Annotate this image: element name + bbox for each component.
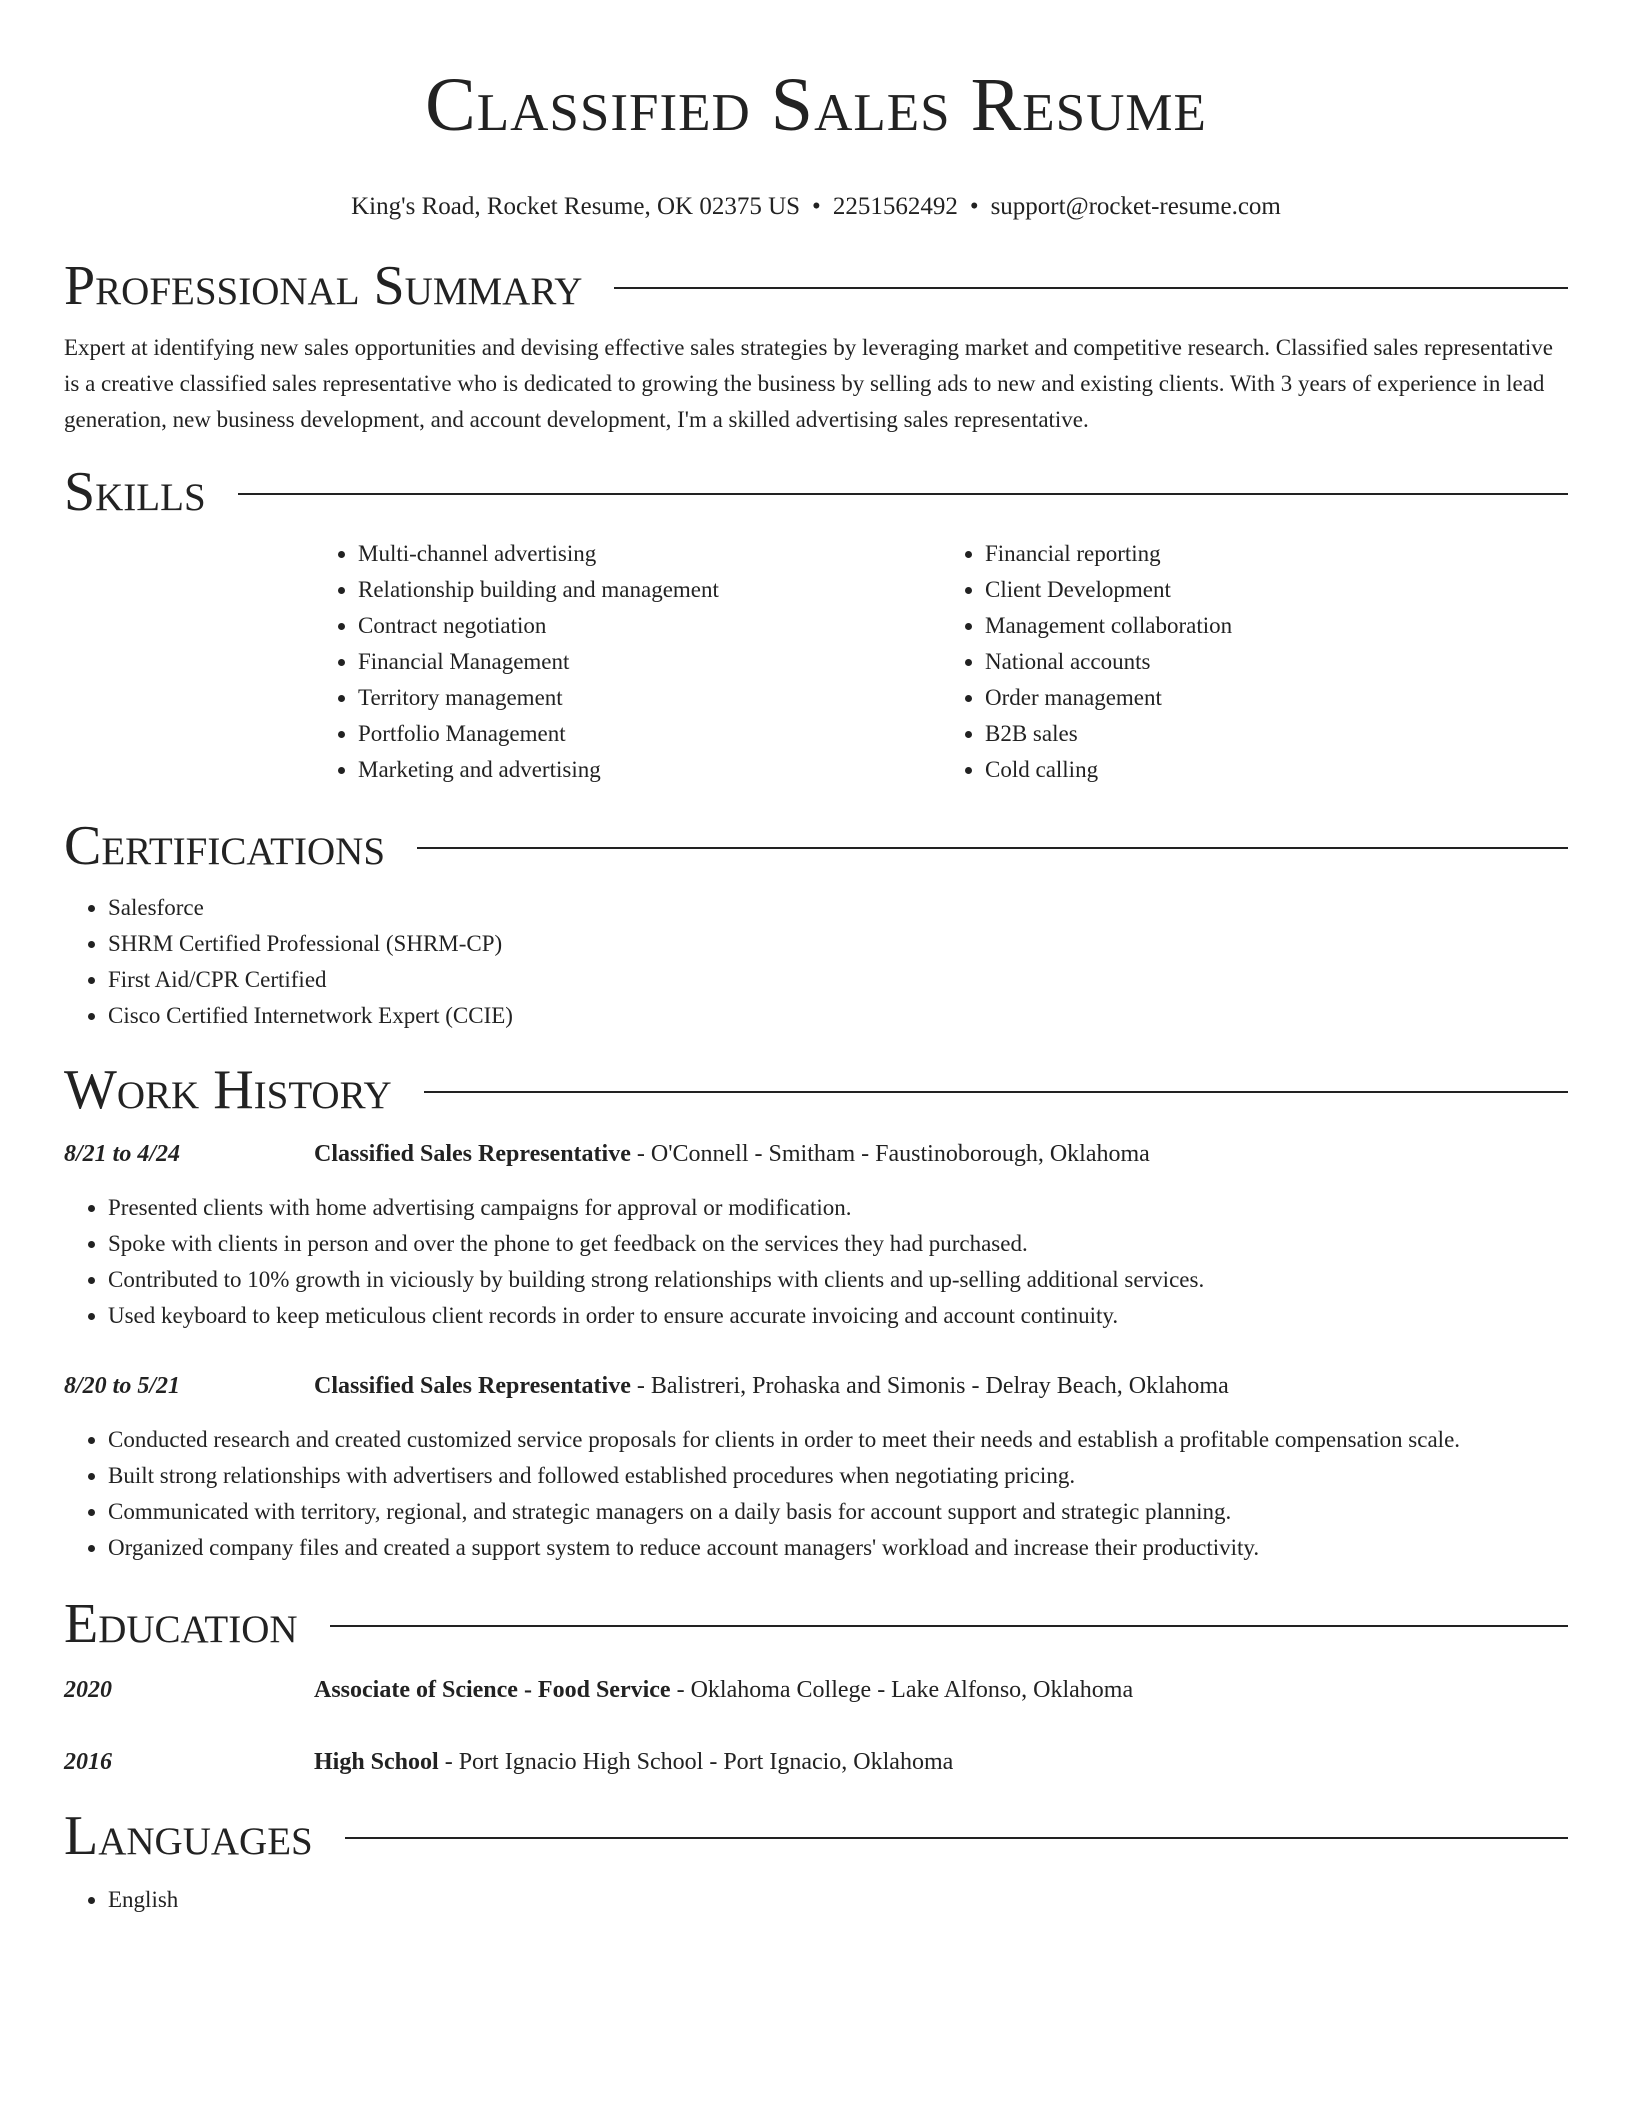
job-header xyxy=(64,1136,1568,1172)
section-divider xyxy=(424,1091,1568,1093)
job-entry xyxy=(64,1136,1568,1334)
address: King's Road, Rocket Resume, OK 02375 US xyxy=(351,193,801,220)
education-entry xyxy=(64,1744,1568,1780)
section-title: Certifications xyxy=(64,815,386,877)
education-section-header xyxy=(64,1592,1568,1656)
skill-item: • Marketing and advertising xyxy=(358,752,941,788)
section-divider xyxy=(330,1625,1568,1627)
education-degree: Associate of Science - Food Service xyxy=(314,1677,671,1703)
certifications-section-header xyxy=(64,814,1568,878)
section-title: Languages xyxy=(64,1805,313,1867)
certification-item: • Cisco Certified Internetwork Expert (CCIE) xyxy=(108,998,1568,1034)
languages-section-header xyxy=(64,1804,1568,1868)
skill-item: • Financial Management xyxy=(358,644,941,680)
job-entry xyxy=(64,1368,1568,1566)
job-bullet: • Presented clients with home advertising campaigns for approval or modification. xyxy=(108,1190,1568,1226)
separator-dot: • xyxy=(812,193,821,220)
education-line xyxy=(314,1672,1133,1708)
job-employer: - O'Connell - Smitham - Faustinoborough, Oklahoma xyxy=(630,1141,1150,1167)
job-title-line xyxy=(314,1368,1229,1404)
contact-line xyxy=(64,192,1568,222)
skill-item: • Portfolio Management xyxy=(358,716,941,752)
phone: 2251562492 xyxy=(832,193,958,220)
job-employer: - Balistreri, Prohaska and Simonis - Delray Beach, Oklahoma xyxy=(630,1373,1229,1399)
certification-item: • Salesforce xyxy=(108,890,1568,926)
skill-item: • B2B sales xyxy=(985,716,1568,752)
skill-item: • Cold calling xyxy=(985,752,1568,788)
section-title: Professional Summary xyxy=(64,255,583,317)
skill-item: • Management collaboration xyxy=(985,608,1568,644)
section-title: Skills xyxy=(64,461,206,523)
job-bullets xyxy=(64,1422,1568,1566)
education-degree: High School xyxy=(314,1749,439,1775)
separator-dot: • xyxy=(969,193,979,220)
work-history-section-header xyxy=(64,1058,1568,1122)
certification-item: • SHRM Certified Professional (SHRM-CP) xyxy=(108,926,1568,962)
education-year: 2016 xyxy=(64,1749,112,1775)
skills-list-left xyxy=(314,536,941,788)
skill-item: • Relationship building and management xyxy=(358,572,941,608)
job-bullet: • Spoke with clients in person and over the phone to get feedback on the services they had purchased. xyxy=(108,1226,1568,1262)
job-bullet: • Organized company files and created a support system to reduce account managers' workload and increase their productivity. xyxy=(108,1530,1568,1566)
section-divider xyxy=(417,847,1568,849)
skills-section-header xyxy=(64,460,1568,524)
job-bullet: • Conducted research and created customized service proposals for clients in order to meet their needs and establish a profitable compensation scale. xyxy=(108,1422,1568,1458)
skill-item: • Contract negotiation xyxy=(358,608,941,644)
email-link[interactable]: support@rocket-resume.com xyxy=(990,193,1281,220)
skill-item: • National accounts xyxy=(985,644,1568,680)
section-title: Education xyxy=(64,1593,298,1655)
summary-section-header xyxy=(64,254,1568,318)
certification-item: • First Aid/CPR Certified xyxy=(108,962,1568,998)
skill-item: • Client Development xyxy=(985,572,1568,608)
skill-item: • Territory management xyxy=(358,680,941,716)
education-year: 2020 xyxy=(64,1677,112,1703)
skill-item: • Financial reporting xyxy=(985,536,1568,572)
section-divider xyxy=(345,1837,1568,1839)
education-school: - Port Ignacio High School - Port Ignacio, Oklahoma xyxy=(438,1749,954,1775)
job-bullet: • Used keyboard to keep meticulous client records in order to ensure accurate invoicing and account continuity. xyxy=(108,1298,1568,1334)
education-school: - Oklahoma College - Lake Alfonso, Oklahoma xyxy=(670,1677,1134,1703)
job-bullet: • Built strong relationships with advertisers and followed established procedures when negotiating pricing. xyxy=(108,1458,1568,1494)
skill-item: • Multi-channel advertising xyxy=(358,536,941,572)
job-dates: 8/21 to 4/24 xyxy=(64,1141,181,1167)
education-line xyxy=(314,1744,953,1780)
skills-columns xyxy=(314,536,1568,788)
job-title: Classified Sales Representative xyxy=(314,1373,631,1399)
section-divider xyxy=(614,287,1568,289)
certifications-list xyxy=(64,890,1568,1034)
job-title: Classified Sales Representative xyxy=(314,1141,631,1167)
section-divider xyxy=(238,493,1568,495)
job-bullets xyxy=(64,1190,1568,1334)
section-title: Work History xyxy=(64,1059,392,1121)
skills-list-right xyxy=(941,536,1568,788)
job-title-line xyxy=(314,1136,1150,1172)
language-item: • English xyxy=(108,1882,1568,1918)
summary-text: Expert at identifying new sales opportunities and devising effective sales strategies by leveraging market and competitive research. Classified sales representative is a creative classified sales representative who is dedicated to growing the business by selling ads to new and existing clients. With 3 years of experience in lead generation, new business development, and account development, I'm a skilled advertising sales representative. xyxy=(64,335,1553,432)
job-bullet: • Communicated with territory, regional, and strategic managers on a daily basis for account support and strategic planning. xyxy=(108,1494,1568,1530)
languages-list xyxy=(64,1882,1568,1918)
resume-title: Classified Sales Resume xyxy=(425,63,1207,147)
job-dates: 8/20 to 5/21 xyxy=(64,1373,181,1399)
job-header xyxy=(64,1368,1568,1404)
job-bullet: • Contributed to 10% growth in viciously by building strong relationships with clients and up-selling additional services. xyxy=(108,1262,1568,1298)
education-entry xyxy=(64,1672,1568,1708)
skill-item: • Order management xyxy=(985,680,1568,716)
